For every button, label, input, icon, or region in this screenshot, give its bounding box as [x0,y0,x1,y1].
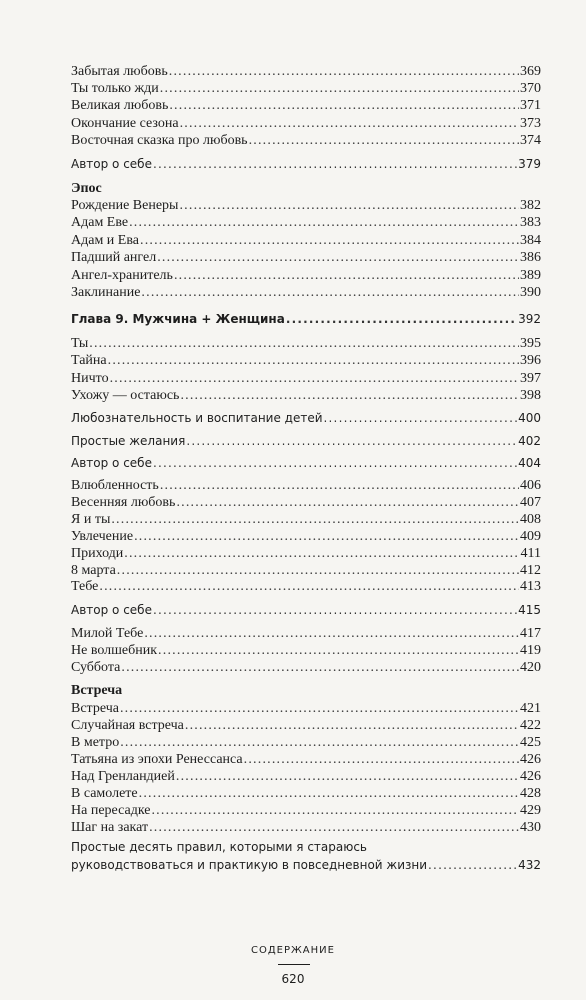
toc-entry-title: Влюбленность [71,478,159,493]
running-footer: СОДЕРЖАНИЕ [251,945,335,956]
leader-dots [180,116,519,132]
toc-entry [71,116,541,132]
toc-entry-title: Весенняя любовь [71,495,176,510]
toc-entry [71,336,541,352]
toc-entry-title: Увлечение [71,529,134,544]
toc-entry-title: На пересадке [71,803,151,818]
toc-entry-title: Заклинание [71,285,141,300]
footer-divider [278,964,310,965]
toc-entry-title: Рождение Венеры [71,198,179,213]
toc-entry-title: Адам Еве [71,215,129,230]
leader-dots [160,81,519,97]
toc-entry [71,64,541,80]
toc-entry [71,512,541,528]
toc-entry [71,133,541,149]
toc-entry-title: 8 марта [71,563,116,578]
toc-entry [71,434,541,448]
toc-entry [71,735,541,751]
leader-dots [151,803,519,819]
toc-entry-title: Великая любовь [71,98,169,113]
leader-dots [121,660,519,676]
toc-entry-title: Я и ты [71,512,111,527]
toc-entry-title: Суббота [71,660,121,675]
chapter-entry [71,312,541,326]
toc-entry-title: Милой Тебе [71,626,144,641]
toc-entry-page: 407 [520,495,541,510]
leader-dots [124,546,519,562]
toc-entry-page: 408 [520,512,541,527]
toc-entry [71,478,541,494]
toc-entry [71,603,541,617]
toc-entry-title: Автор о себе [71,456,152,470]
toc-entry-page: 382 [520,198,541,213]
leader-dots [108,353,519,369]
section-heading: Встреча [71,683,123,698]
toc-entry [71,579,541,595]
toc-entry-page: 384 [520,233,541,248]
toc-entry [71,388,541,404]
toc-entry-title: Любознательность и воспитание детей [71,411,323,425]
toc-entry [71,563,541,579]
toc-entry-title: Ты только жди [71,81,159,96]
toc-entry [71,198,541,214]
toc-entry-page: 430 [520,820,541,835]
toc-entry [71,285,541,301]
toc-entry-page: 389 [520,268,541,283]
toc-entry-page: 419 [520,643,541,658]
toc-entry-title: Тайна [71,353,107,368]
leader-dots [120,701,519,717]
toc-entry [71,268,541,284]
toc-entry-page: 421 [520,701,541,716]
toc-entry [71,626,541,642]
leader-dots [129,215,519,231]
leader-dots [185,718,519,734]
toc-entry [71,769,541,785]
toc-entry-page: 386 [520,250,541,265]
leader-dots [249,133,519,149]
leader-dots [140,233,519,249]
leader-dots [158,643,519,659]
toc-entry [71,660,541,676]
toc-entry-page: 395 [520,336,541,351]
toc-entry-title: Автор о себе [71,157,152,171]
toc-entry-page: 371 [520,98,541,113]
leader-dots [160,478,519,494]
toc-entry-page: 426 [520,752,541,767]
leader-dots [157,250,519,266]
toc-entry-page: 413 [520,579,541,594]
toc-entry-page: 417 [520,626,541,641]
leader-dots [324,411,518,425]
toc-entry [71,233,541,249]
leader-dots [149,820,519,836]
toc-entry [71,786,541,802]
toc-entry [71,157,541,171]
toc-entry-title-line1: Простые десять правил, которыми я стараюсь [71,840,367,854]
toc-entry-title: В метро [71,735,120,750]
toc-entry-page: 370 [520,81,541,96]
toc-entry [71,495,541,511]
toc-entry [71,371,541,387]
toc-entry-title: руководствоваться и практикую в повседневной жизни [71,858,428,872]
toc-entry-page: 425 [520,735,541,750]
toc-entry-page: 369 [520,64,541,79]
toc-entry-title: Приходи [71,546,124,561]
toc-entry [71,529,541,545]
leader-dots [286,312,517,326]
leader-dots [117,563,519,579]
toc-entry-title: Над Гренландией [71,769,175,784]
leader-dots [153,603,517,617]
toc-entry-page: 406 [520,478,541,493]
toc-entry [71,411,541,425]
toc-entry [71,250,541,266]
toc-entry-title: Не волшебник [71,643,158,658]
toc-entry-title: Шаг на закат [71,820,149,835]
toc-entry-page: 374 [520,133,541,148]
leader-dots [139,786,519,802]
toc-entry-title: Забытая любовь [71,64,168,79]
leader-dots [120,735,519,751]
toc-entry-page: 422 [520,718,541,733]
toc-entry [71,546,541,562]
toc-entry-page: 429 [520,803,541,818]
toc-entry-title: Адам и Ева [71,233,139,248]
leader-dots [169,64,519,80]
toc-entry-page: 404 [518,456,541,470]
section-heading: Эпос [71,181,102,196]
toc-entry [71,803,541,819]
toc-entry-page: 420 [520,660,541,675]
chapter-page: 392 [518,312,541,326]
leader-dots [153,456,517,470]
toc-entry-page: 390 [520,285,541,300]
toc-entry [71,701,541,717]
toc-entry [71,98,541,114]
leader-dots [99,579,519,595]
leader-dots [180,388,519,404]
toc-entry-page: 398 [520,388,541,403]
toc-entry-page: 411 [520,546,541,561]
toc-entry-page: 383 [520,215,541,230]
toc-entry-title: Ангел-хранитель [71,268,173,283]
toc-entry-page: 379 [518,157,541,171]
toc-entry [71,456,541,470]
leader-dots [141,285,519,301]
toc-entry-page: 402 [518,434,541,448]
leader-dots [110,371,519,387]
toc-entry-title: Ничто [71,371,109,386]
toc-entry-title: Ухожу — остаюсь [71,388,180,403]
toc-entry-title: Простые желания [71,434,186,448]
toc-entry-page: 432 [518,858,541,872]
toc-entry-title: Окончание сезона [71,116,179,131]
toc-entry-title: Случайная встреча [71,718,184,733]
toc-entry [71,215,541,231]
toc-entry-page: 412 [520,563,541,578]
toc-entry-page: 396 [520,353,541,368]
toc-entry [71,820,541,836]
toc-entry-title: Тебе [71,579,99,594]
toc-entry-page: 409 [520,529,541,544]
toc-entry-title: Татьяна из эпохи Ренессанса [71,752,243,767]
toc-entry-page: 415 [518,603,541,617]
toc-entry [71,858,541,872]
leader-dots [244,752,519,768]
leader-dots [153,157,517,171]
toc-entry-title: Автор о себе [71,603,152,617]
leader-dots [174,268,519,284]
page-number: 620 [281,972,305,986]
toc-entry [71,81,541,97]
toc-entry-title: Падший ангел [71,250,157,265]
toc-entry [71,643,541,659]
toc-entry [71,752,541,768]
leader-dots [111,512,519,528]
toc-entry-title: В самолете [71,786,138,801]
toc-entry-title: Ты [71,336,89,351]
leader-dots [176,495,519,511]
leader-dots [179,198,519,214]
toc-entry-page: 400 [518,411,541,425]
leader-dots [186,434,517,448]
leader-dots [134,529,519,545]
toc-entry-page: 426 [520,769,541,784]
toc-entry-page: 428 [520,786,541,801]
leader-dots [169,98,519,114]
toc-entry-title: Восточная сказка про любовь [71,133,248,148]
chapter-title: Глава 9. Мужчина + Женщина [71,312,285,326]
toc-entry [71,718,541,734]
leader-dots [176,769,519,785]
toc-entry [71,353,541,369]
leader-dots [144,626,519,642]
toc-entry-page: 397 [520,371,541,386]
leader-dots [89,336,519,352]
toc-entry-page: 373 [520,116,541,131]
toc-entry-title: Встреча [71,701,119,716]
leader-dots [428,858,517,872]
